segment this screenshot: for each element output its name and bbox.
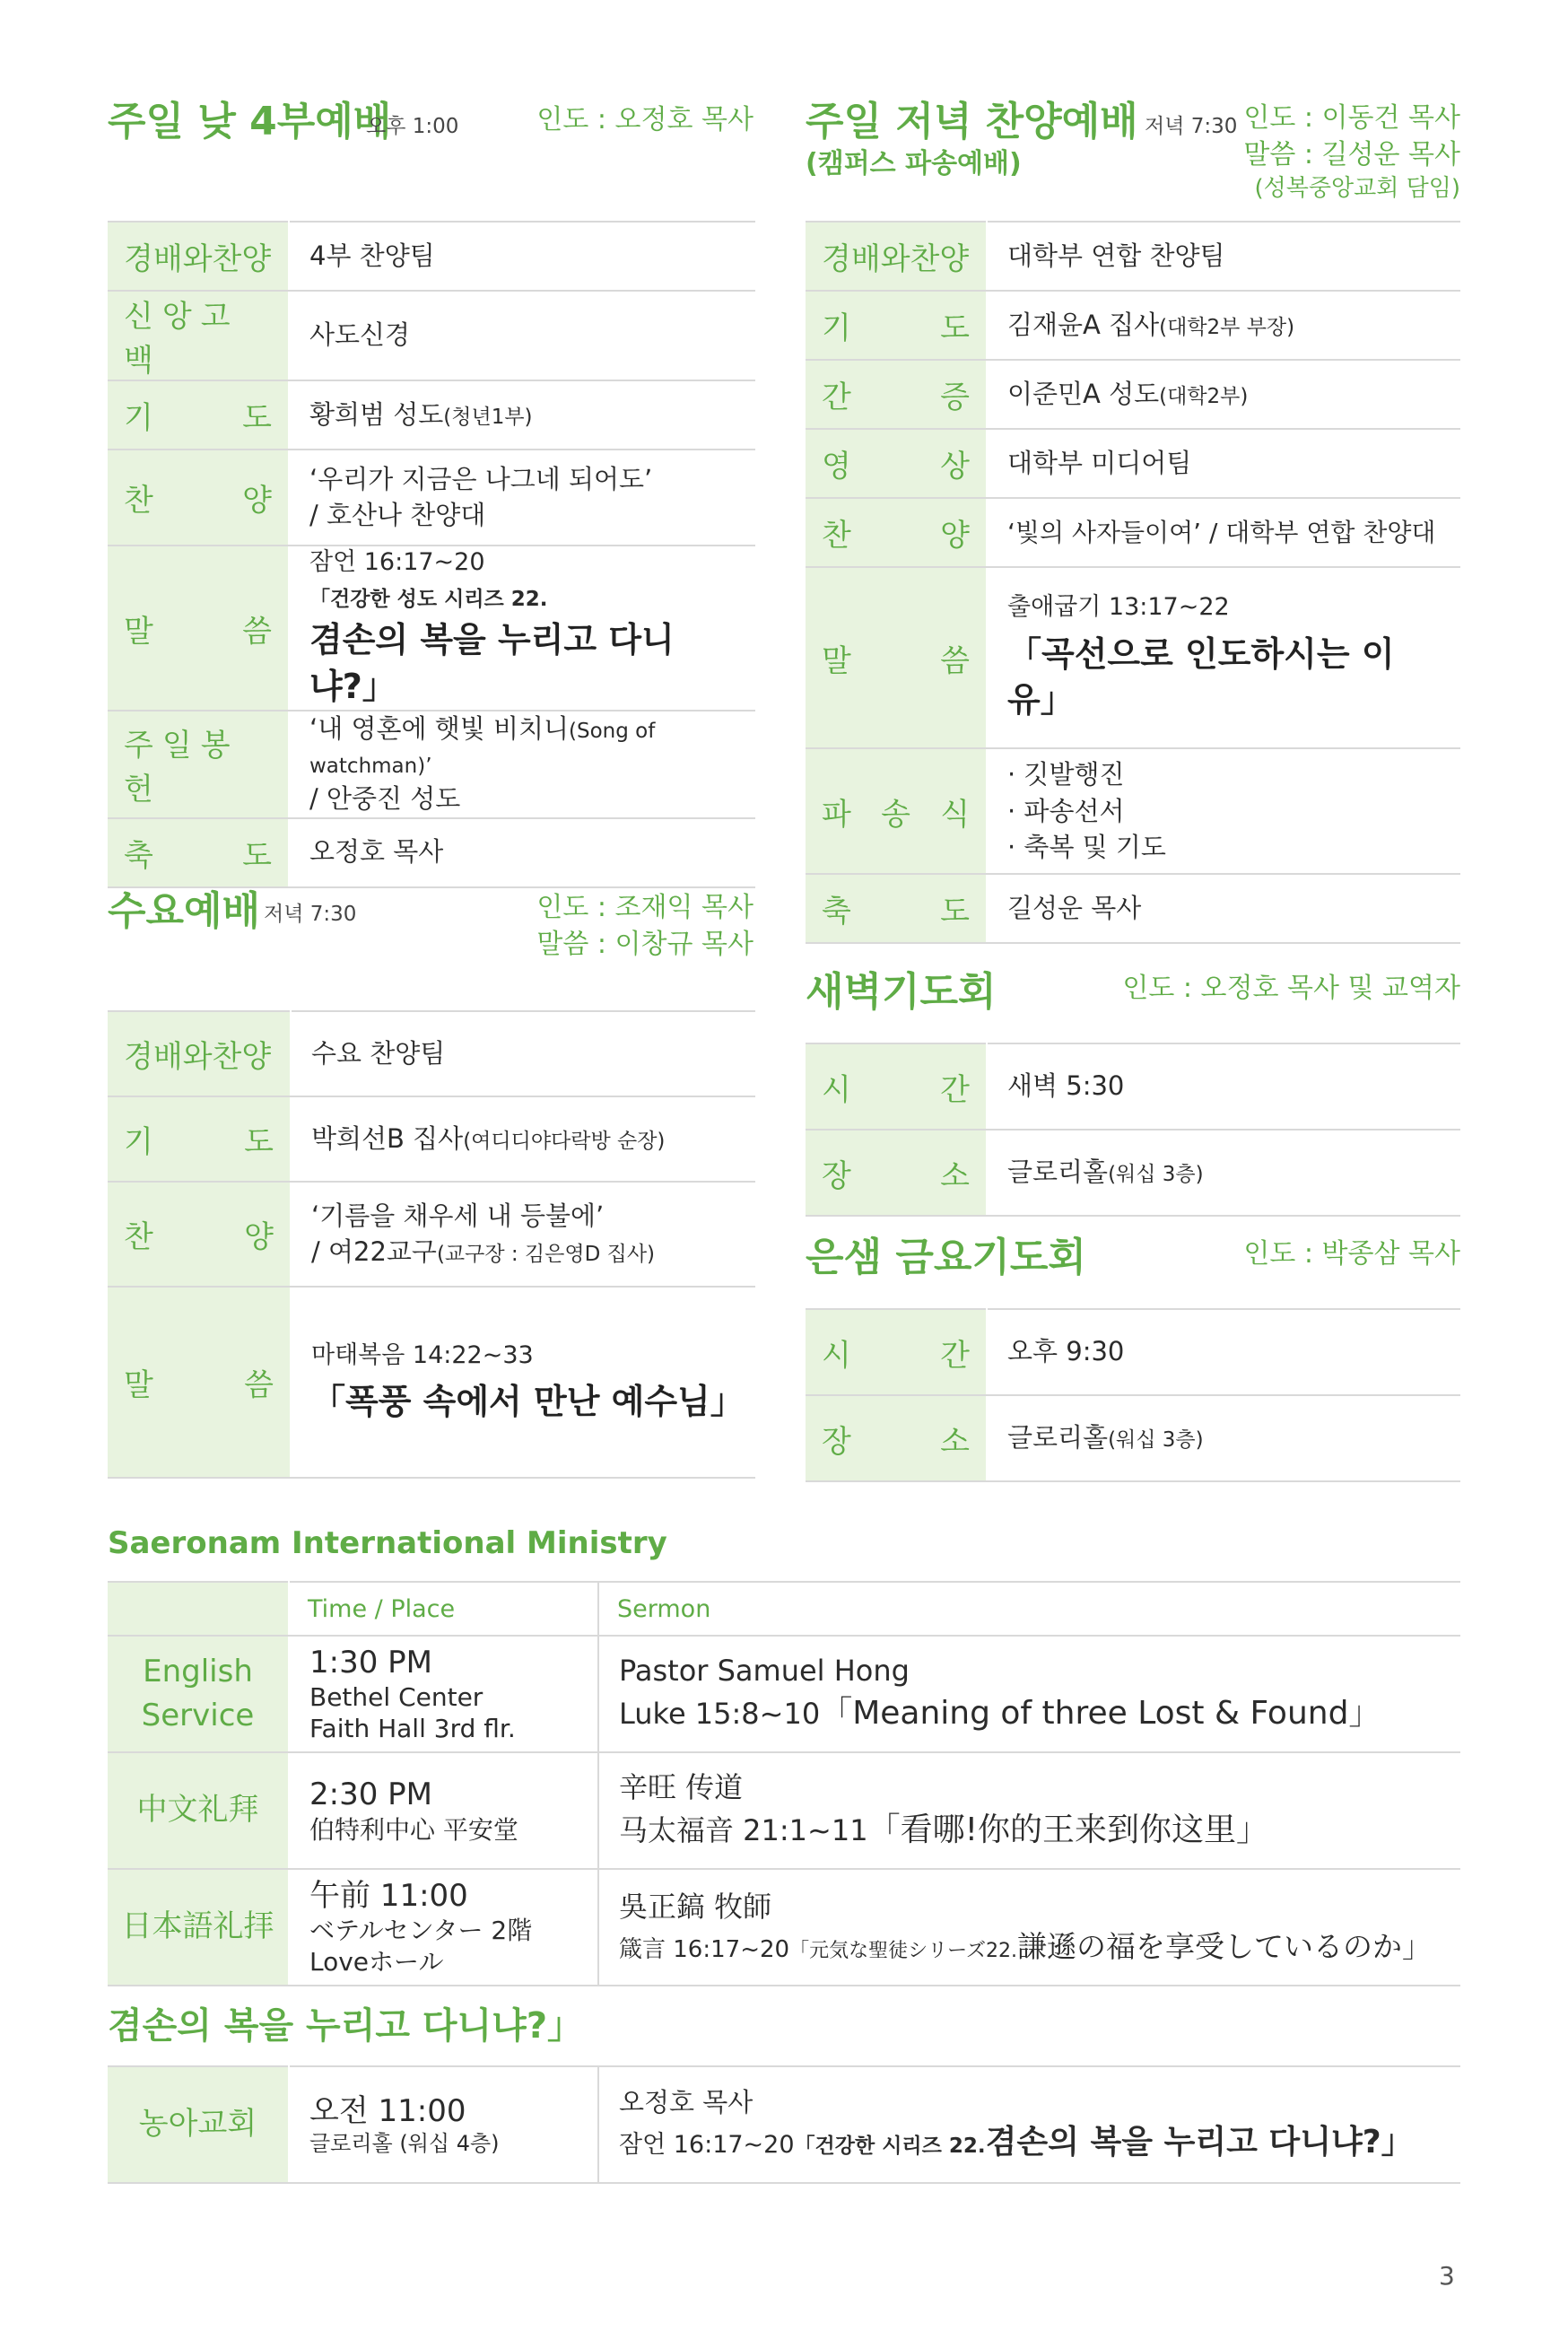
row-value: 사도신경 [289,291,755,380]
row-sermon: Pastor Samuel Hong Luke 15:8~10「Meaning of three Lost & Found」 [598,1636,1460,1752]
row-label: 기 도 [108,1096,291,1182]
sunday-evening-service-time: 저녁 7:30 [1145,115,1238,138]
row-label: 파 송 식 [806,748,987,874]
row-label: 말 씀 [108,1287,291,1478]
table-row [108,1287,755,1478]
row-sermon: 辛旺 传道 马太福音 21:1~11「看哪!你的王来到你这里」 [598,1752,1460,1869]
row-time-place: 午前 11:00 ベテルセンター 2階 Loveホール [289,1869,598,1986]
wednesday-service-leaders: 인도 : 조재익 목사 말씀 : 이창규 목사 [536,892,754,960]
page-number: 3 [1439,2261,1455,2291]
sunday-4th-service-time: 오후 1:00 [366,115,459,138]
sunday-evening-service-leaders: 인도 : 이동건 목사 말씀 : 길성운 목사 (성복중앙교회 담임) [1243,102,1460,202]
table-row [108,1869,1460,1986]
dawn-prayer-title: 새벽기도회 [806,969,997,1015]
header-blank [108,1582,289,1636]
header-sermon: Sermon [598,1582,1460,1636]
row-label: 주일봉헌 [108,711,289,817]
row-value: 글로리홀(워십 3층) [987,1395,1460,1481]
dawn-prayer-leader: 인도 : 오정호 목사 및 교역자 [1122,973,1460,1004]
row-label: 찬 양 [108,1182,291,1287]
table-row [108,711,755,817]
row-label: 찬 양 [806,498,987,567]
row-sermon: 오정호 목사 잠언 16:17~20「건강한 시리즈 22.겸손의 복을 누리고 다니냐?」 [598,2066,1460,2183]
deaf-church-title: 겸손의 복을 누리고 다니냐?」 [108,2005,584,2047]
row-value: 김재윤A 집사(대학2부 부장) [987,291,1460,360]
international-ministry-table [108,1581,1460,1986]
table-row [806,498,1460,567]
table-row [806,1395,1460,1481]
table-row [108,1752,1460,1869]
header-time-place: Time / Place [289,1582,598,1636]
table-header-row [108,1582,1460,1636]
row-label: 말 씀 [806,567,987,748]
table-row [806,1309,1460,1395]
table-row [806,360,1460,429]
sunday-evening-service-table [806,221,1460,944]
table-row [108,818,755,887]
row-value: 4부 찬양팀 [289,222,755,291]
wednesday-service-table [108,1010,755,1479]
row-label: 신앙고백 [108,291,289,380]
row-label: 말 씀 [108,546,289,711]
table-row [108,291,755,380]
row-label: 경배와찬양 [806,222,987,291]
wednesday-service-title: 수요예배 [108,888,261,934]
row-value: ‘빛의 사자들이여’ / 대학부 연합 찬양대 [987,498,1460,567]
row-value: ‘기름을 채우세 내 등불에’ / 여22교구(교구장 : 김은영D 집사) [291,1182,755,1287]
row-label: English Service [108,1636,289,1752]
row-value: ‘내 영혼에 햇빛 비치니(Song of watchman)’ / 안중진 성도 [289,711,755,817]
row-label: 농아교회 [108,2066,289,2183]
row-value: 출애굽기 13:17~22 「곡선으로 인도하시는 이유」 [987,567,1460,748]
row-label: 기 도 [806,291,987,360]
sunday-4th-service-table [108,221,755,888]
sunday-evening-service-subtitle: (캠퍼스 파송예배) [806,148,1022,179]
table-row [806,222,1460,291]
row-value: 대학부 연합 찬양팀 [987,222,1460,291]
table-row [806,291,1460,360]
table-row [806,429,1460,498]
row-time-place: 1:30 PM Bethel Center Faith Hall 3rd flr. [289,1636,598,1752]
row-label: 찬 양 [108,450,289,546]
wednesday-service-time: 저녁 7:30 [264,903,357,926]
row-label: 축 도 [108,818,289,887]
row-time-place: 오전 11:00 글로리홀 (워십 4층) [289,2066,598,2183]
row-value: 이준민A 성도(대학2부) [987,360,1460,429]
table-row [806,1130,1460,1216]
row-value: ‘우리가 지금은 나그네 되어도’ / 호산나 찬양대 [289,450,755,546]
row-label: 기 도 [108,380,289,450]
table-row [108,222,755,291]
row-label: 시 간 [806,1309,987,1395]
row-value: 길성운 목사 [987,874,1460,943]
row-value: 수요 찬양팀 [291,1011,755,1096]
row-value: 박희선B 집사(여디디야다락방 순장) [291,1096,755,1182]
table-row [108,546,755,711]
row-label: 간 증 [806,360,987,429]
table-row [108,1636,1460,1752]
friday-prayer-title: 은샘 금요기도회 [806,1235,1086,1280]
row-label: 축 도 [806,874,987,943]
row-label: 장 소 [806,1130,987,1216]
row-label: 장 소 [806,1395,987,1481]
table-row [108,450,755,546]
row-value: 새벽 5:30 [987,1043,1460,1130]
row-value: 잠언 16:17~20 「건강한 성도 시리즈 22. 겸손의 복을 누리고 다니냐?」 [289,546,755,711]
table-row [806,874,1460,943]
sunday-4th-service-title: 주일 낮 4부예배 [108,99,392,144]
table-row [108,1011,755,1096]
sunday-4th-service-leader: 인도 : 오정호 목사 [536,104,754,135]
row-label: 시 간 [806,1043,987,1130]
row-label: 경배와찬양 [108,1011,291,1096]
table-row [806,1043,1460,1130]
table-row [108,380,755,450]
row-value: 글로리홀(워십 3층) [987,1130,1460,1216]
table-row [108,2066,1460,2183]
row-label: 영 상 [806,429,987,498]
row-value: 오후 9:30 [987,1309,1460,1395]
friday-prayer-table [806,1308,1460,1482]
row-sermon: 吳正鎬 牧師 箴言 16:17~20「元気な聖徒シリーズ22.謙遜の福を享受しているのか」 [598,1869,1460,1986]
row-label: 日本語礼拝 [108,1869,289,1986]
row-label: 中文礼拜 [108,1752,289,1869]
table-row [806,567,1460,748]
row-value: 오정호 목사 [289,818,755,887]
dawn-prayer-table [806,1043,1460,1217]
table-row [806,748,1460,874]
table-row [108,1182,755,1287]
international-ministry-title: Saeronam International Ministry [108,1525,667,1561]
row-value: 황희범 성도(청년1부) [289,380,755,450]
friday-prayer-leader: 인도 : 박종삼 목사 [1243,1238,1460,1270]
row-label: 경배와찬양 [108,222,289,291]
deaf-church-table [108,2065,1460,2184]
row-time-place: 2:30 PM 伯特利中心 平安堂 [289,1752,598,1869]
table-row [108,1096,755,1182]
sunday-evening-service-title: 주일 저녁 찬양예배 [806,99,1138,144]
row-value: 대학부 미디어팀 [987,429,1460,498]
row-value: · 깃발행진 · 파송선서 · 축복 및 기도 [987,748,1460,874]
row-value: 마태복음 14:22~33 「폭풍 속에서 만난 예수님」 [291,1287,755,1478]
